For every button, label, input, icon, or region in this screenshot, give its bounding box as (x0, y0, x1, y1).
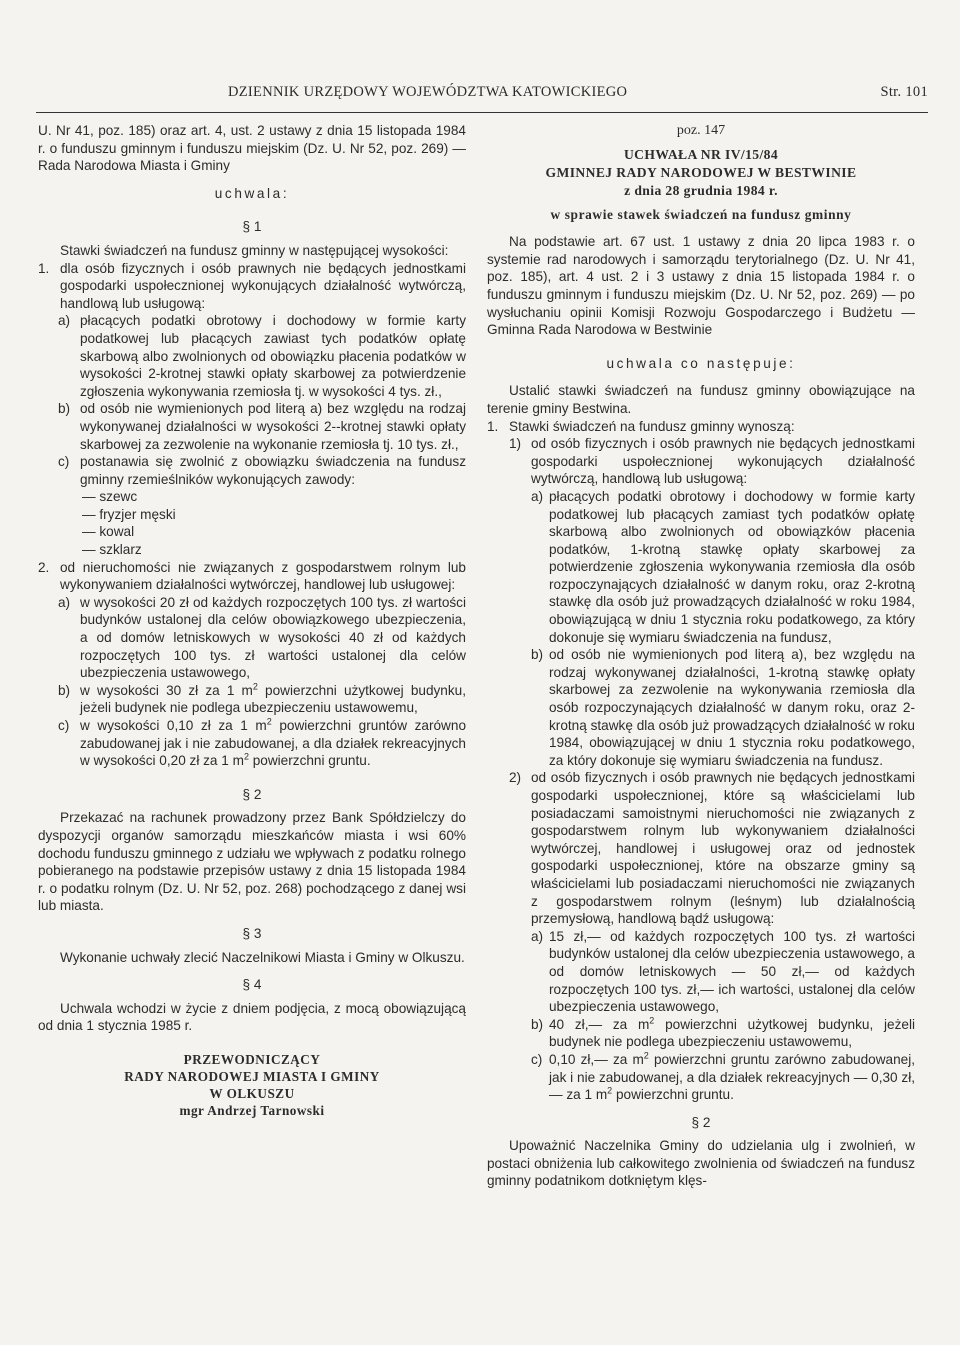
left-uchwala: uchwala: (214, 185, 290, 201)
trade-item: — kowal (82, 524, 135, 540)
left-s2-text: Przekazać na rachunek prowadzony przez Bank Spółdzielczy do dyspozycji organów samorządu mieszkańców miasta i wsi 60% dochodu funduszu gminnego z udziału we wpływach z podatku rolnego pobieranego na podstawie przepisów ustawy z dnia 15 listopada 1984 r. o podatku rolnym (Dz. U. Nr 52, poz. 268) pochodzącego z danej wsi lub miasta. (38, 810, 466, 914)
right-item-2a: a) 15 zł,— od każdych rozpoczętych 100 tys. zł wartości budynków ustalonej dla celów ubezpieczenia ustawowego, a od domów letniskowych — 50 zł,— od każdych rozpoczętych 100 tys. zł,— ich wartości, ustalonej dla celów ubezpieczenia ustawowego, (531, 928, 915, 1015)
resolution-number: UCHWAŁA NR IV/15/84 (623, 146, 779, 162)
left-point-2b: b) w wysokości 30 zł za 1 $m^2$ powierzchni użytkowej budynku, jeżeli budynek nie podlega ubezpieczeniu ustawowemu, (58, 681, 466, 716)
left-point-1 (38, 260, 466, 313)
left-point-1b: b) od osób nie wymienionych pod literą a) bez względu na rodzaj wykonywanej działalności w wysokości 2--krotnej stawki opłaty skarbowej za zezwolenie na wykonanie rzemiosła tj. 10 tys. zł., (58, 401, 466, 452)
header-rule (36, 112, 928, 113)
trade-item: — szewc (82, 489, 138, 505)
signature-line: RADY NARODOWEJ MIASTA I GMINY (124, 1068, 380, 1084)
left-section-3: § 3 (242, 925, 262, 941)
page-header (38, 84, 928, 106)
right-item-2b: b) 40 zł,— za $m^2$ powierzchni użytkowej budynku, jeżeli budynek nie podlega ubezpieczeniu ustawowemu, (531, 1015, 915, 1050)
right-intro: Ustalić stawki świadczeń na fundusz gminny obowiązujące na terenie gminy Bestwina. (487, 383, 915, 416)
left-point-2c: c) w wysokości 0,10 zł za 1 $m^2$ powierzchni gruntów zarówno zabudowanej jak i nie zabudowanej, a dla działek rekreacyjnych w wysokości 0,20 zł za 1 $m^2$ powierzchni gruntu. (58, 716, 466, 769)
right-column (487, 122, 915, 1190)
left-section-1: § 1 (242, 219, 262, 235)
left-point-1c: c) postanawia się zwolnić z obowiązku świadczenia na fundusz gminny rzemieślników wykonujących zawody: (58, 454, 466, 487)
resolution-subject: w sprawie stawek świadczeń na fundusz gminny (550, 206, 852, 222)
right-s2-text: Upoważnić Naczelnika Gminy do udzielania ulg i zwolnień, w postaci obniżenia lub całkowitego zwolnienia od świadczeń na fundusz gminny podatnikom dotkniętym klęs- (487, 1138, 915, 1189)
signature-name: mgr Andrzej Tarnowski (179, 1102, 325, 1118)
page-number: Str. 101 (880, 84, 928, 100)
left-s1-intro: Stawki świadczeń na fundusz gminny w następującej wysokości: (60, 242, 449, 258)
position-number: poz. 147 (676, 123, 726, 138)
point-label: 1. (38, 260, 50, 276)
signature-line: W OLKUSZU (209, 1085, 295, 1101)
trade-item: — szklarz (82, 542, 142, 558)
right-item-1b: b) od osób nie wymienionych pod literą a), bez względu na rodzaj wykonywanej działalności, 1-krotną stawkę opłaty skarbowej za zezwolenie na wykonywania rzemiosła dla osób rozpoczynających działalność w danym roku, oraz 2-krotną stawkę dla osób już prowadzących działalność w roku 1984, obowiązującej w dniu 1 stycznia roku podatkowego, za który dokonuje się wymiaru świadczenia na fundusz. (531, 647, 915, 768)
left-s3-text: Wykonanie uchwały zlecić Naczelnikowi Miasta i Gminy w Olkuszu. (60, 949, 465, 965)
right-uchwala: uchwala co następuje: (606, 355, 796, 371)
left-intro: U. Nr 41, poz. 185) oraz art. 4, ust. 2 ustawy z dnia 15 listopada 1984 r. o funduszu gminnym i funduszu miejskim (Dz. U. Nr 52, poz. 269) — Rada Narodowa Miasta i Gminy (38, 123, 466, 174)
right-item-2: 2) od osób fizycznych i osób prawnych nie będących jednostkami gospodarki uspołecznionej, które są właścicielami lub posiadaczami samoistnymi nieruchomości nie związanych z gospodarstwem rolnym lub wykonywaniem działalności wytwórczej, handlowej i usługowej oraz od jednostek gospodarki uspołecznionej, które na obszarze gminy są właścicielami lub posiadaczami nieruchomości nie związanych z gospodarstwem rolnym (leśnym) lub działalnością przemysłową, handlową bądź usługową: (509, 770, 915, 927)
right-item-1: 1) od osób fizycznych i osób prawnych nie będących jednostkami gospodarki uspołecznionej wykonujących działalność wytwórczą, handlową lub usługową: (509, 436, 915, 487)
left-point-2: 2. od nieruchomości nie związanych z gospodarstwem rolnym lub wykonywaniem działalności wytwórczej, handlowej lub usługowej: (38, 559, 466, 593)
right-section-2: § 2 (691, 1114, 711, 1130)
point-text: dla osób fizycznych i osób prawnych nie będących jednostkami gospodarki uspołecznionej wykonujących działalność wytwórczą, handlową lub usługową: (60, 260, 466, 311)
right-point-1: 1. Stawki świadczeń na fundusz gminny wynoszą: (487, 418, 795, 434)
left-section-2: § 2 (242, 786, 262, 802)
signature-block (38, 1051, 466, 1119)
right-preamble: Na podstawie art. 67 ust. 1 ustawy z dnia 20 lipca 1983 r. o systemie rad narodowych i samorządu terytorialnego (Dz. U. Nr 41, poz. 185), art. 4 ust. 2 i 3 ustawy z dnia 15 listopada 1984 r. o funduszu gminnym i funduszu miejskim (Dz. U. Nr 52, poz. 269) — po wysłuchaniu opinii Komisji Rozwoju Gospodarczego i Budżetu — Gminna Rada Narodowa w Bestwinie (487, 234, 915, 338)
left-point-1a: a) płacących podatki obrotowy i dochodowy w formie karty podatkowej lub płacących zawiast tych podatków opłatę skarbową albo zwolnionych od obowiązku płacenia podatków w wysokości 2-krotnej stawki opłaty skarbowej za potwierdzenie zgłoszenia wykonywania rzemiosła tj. w wysokości 4 tys. zł., (58, 313, 466, 399)
resolution-title (487, 146, 915, 200)
left-s4-text: Uchwala wchodzi w życie z dniem podjęcia, z mocą obowiązującą od dnia 1 stycznia 1985 r. (38, 1000, 466, 1034)
resolution-council: GMINNEJ RADY NARODOWEJ W BESTWINIE (545, 164, 857, 180)
journal-title: DZIENNIK URZĘDOWY WOJEWÓDZTWA KATOWICKIEGO (228, 84, 628, 100)
left-column (38, 122, 466, 1119)
trade-item: — fryzjer męski (82, 506, 176, 522)
left-point-2a: a) w wysokości 20 zł od każdych rozpoczętych 100 tys. zł wartości budynków ustalonej dla celów obowiązkowego ubezpieczenia, a od domów letniskowych w wysokości 40 zł od każdych rozpoczętych 100 tys. zł wartości ustalonej dla celów ubezpieczenia ustawowego, (58, 594, 466, 681)
right-item-1a: a) płacących podatki obrotowy i dochodowy w formie karty podatkowej lub płacących zamiast tych podatków opłatę skarbową albo zwolnionych od obowiązków płacenia podatków, 1-krotną stawkę opłaty skarbowej za potwierdzenie zgłoszenia wykonywania rzemiosła dla osób rozpoczynających działalność w danym roku, oraz 2-krotną stawkę dla osób już prowadzących działalność w roku 1984, obowiązującą w dniu 1 stycznia roku podatkowego, za który dokonuje się wymiaru świadczenia na fundusz, (531, 488, 915, 645)
right-item-2c: c) 0,10 zł,— za $m^2$ powierzchni gruntu zarówno zabudowanej, jak i nie zabudowanej, a dla działek rekreacyjnych — 0,30 zł,— za 1 $m^2$ powierzchni gruntu. (531, 1050, 915, 1103)
left-section-4: § 4 (242, 977, 262, 993)
resolution-date: z dnia 28 grudnia 1984 r. (624, 182, 778, 198)
signature-line: PRZEWODNICZĄCY (183, 1051, 321, 1067)
